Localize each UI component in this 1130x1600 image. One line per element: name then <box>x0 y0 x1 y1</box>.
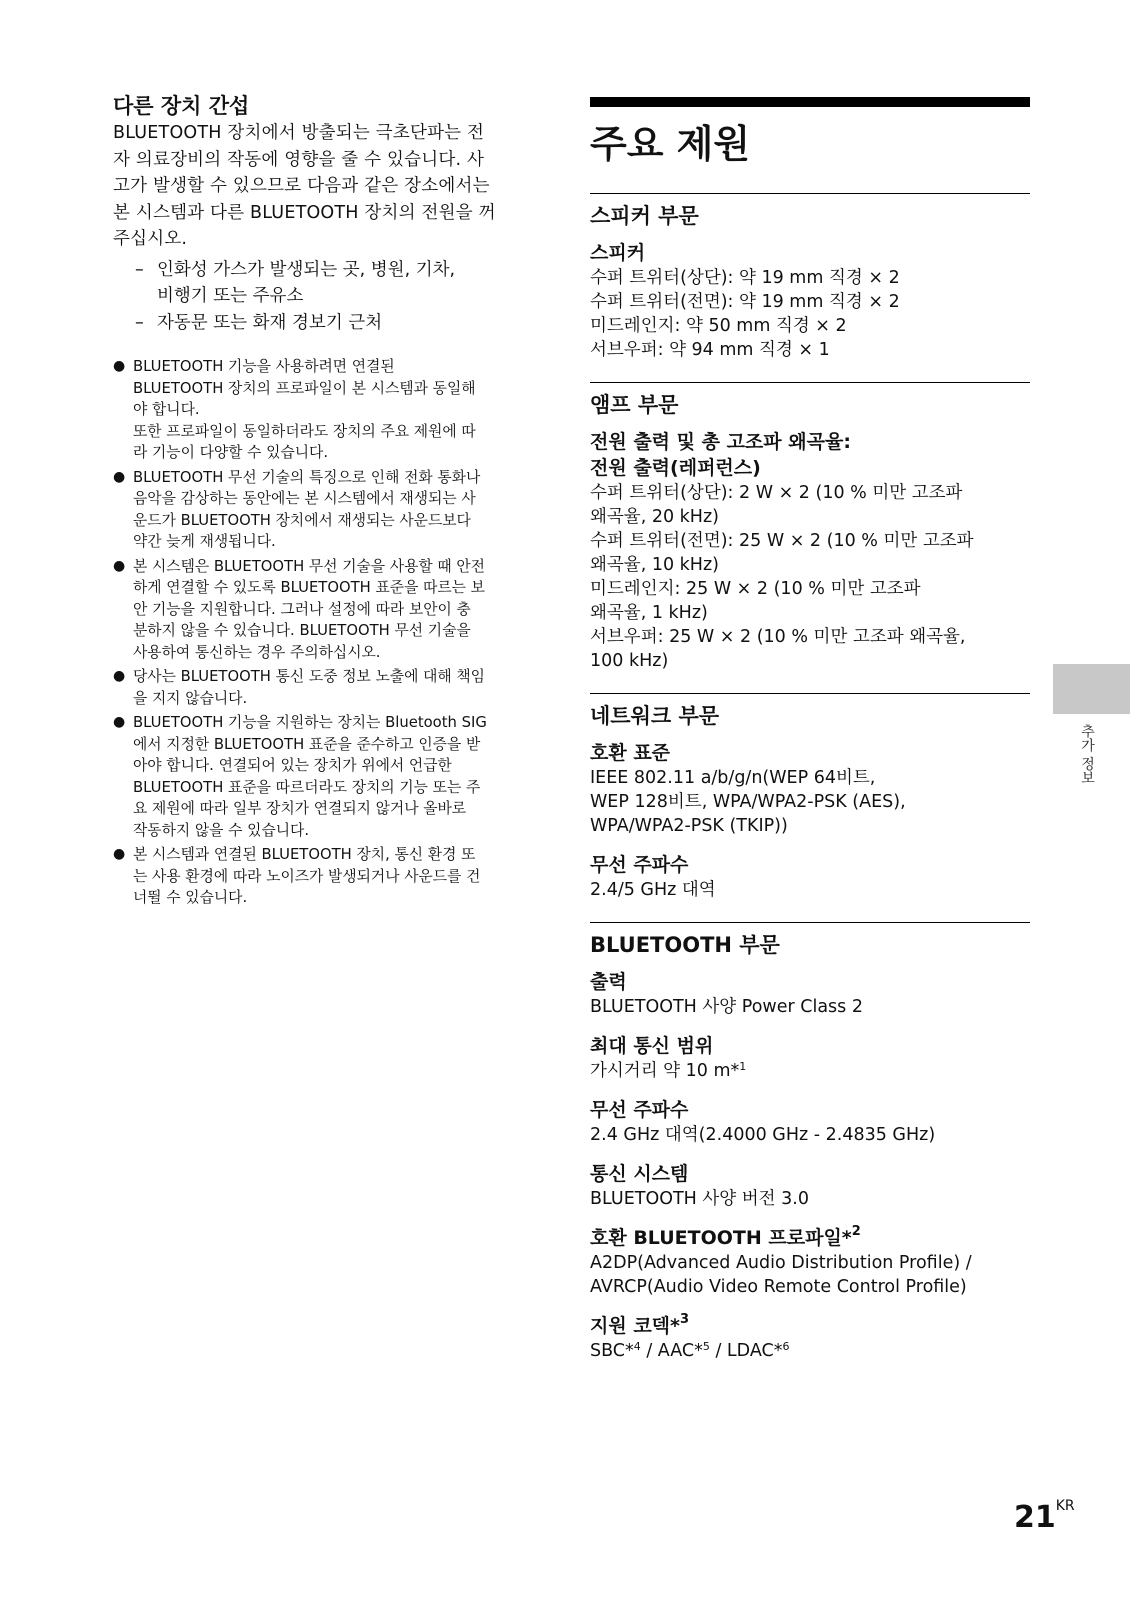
title-bar <box>590 97 1030 107</box>
bullet-line: 을 지지 않습니다. <box>133 689 248 707</box>
dash-item-line: 인화성 가스가 발생되는 곳, 병원, 기차, <box>157 259 456 280</box>
left-column <box>113 92 553 912</box>
intro-line: 본 시스템과 다른 BLUETOOTH 장치의 전원을 꺼 <box>113 202 496 223</box>
spec-line: 왜곡율, 10 kHz) <box>590 555 719 575</box>
speaker-section <box>590 193 1030 362</box>
spec-line: 왜곡율, 1 kHz) <box>590 603 708 623</box>
spec-line: IEEE 802.11 a/b/g/n(WEP 64비트, <box>590 768 876 788</box>
item-text: 2.4 GHz 대역(2.4000 GHz - 2.4835 GHz) <box>590 1125 936 1145</box>
item-title: 최대 통신 범위 <box>590 1035 714 1057</box>
item-text <box>590 481 1030 673</box>
codec-name: SBC* <box>590 1341 634 1361</box>
spec-line: 왜곡율, 20 kHz) <box>590 507 719 527</box>
bullet-line: 또한 프로파일이 동일하더라도 장치의 주요 제원에 따 <box>133 422 476 440</box>
item-title: 통신 시스템 <box>590 1163 689 1185</box>
bullet-dot-icon: ● <box>113 557 126 574</box>
spec-line: 가시거리 약 10 m* <box>590 1061 740 1081</box>
dash-item <box>113 257 553 310</box>
spec-line: WPA/WPA2-PSK (TKIP)) <box>590 816 788 836</box>
item-text <box>590 1339 1030 1363</box>
bullet-line: 당사는 BLUETOOTH 통신 도중 정보 노출에 대해 책임 <box>133 668 485 685</box>
item-title: 전원 출력 및 총 고조파 왜곡율: <box>590 431 851 453</box>
bullet-item <box>113 666 553 709</box>
bullet-line: 는 사용 환경에 따라 노이즈가 발생되거나 사운드를 건 <box>133 867 481 885</box>
bullet-text <box>133 666 553 709</box>
spec-line: 수퍼 트위터(상단): 약 19 mm 직경 × 2 <box>590 268 900 288</box>
bullet-dot-icon: ● <box>113 358 126 374</box>
bullet-line: BLUETOOTH 장치의 프로파일이 본 시스템과 동일해 <box>133 379 476 397</box>
side-tab-label: 추가 정보 <box>1079 724 1095 785</box>
bullet-line: BLUETOOTH 표준을 따르더라도 장치의 기능 또는 주 <box>133 778 481 796</box>
item-title: 출력 <box>590 971 627 993</box>
dash-list <box>113 257 553 337</box>
item-text <box>590 1251 1030 1299</box>
intro-line: 자 의료장비의 작동에 영향을 줄 수 있습니다. 사 <box>113 149 485 170</box>
bullet-line: 야 합니다. <box>133 401 200 418</box>
dash-marker: – <box>135 259 144 280</box>
bullet-line: 분하지 않을 수 있습니다. BLUETOOTH 무선 기술을 <box>133 622 471 639</box>
item-title: 무선 주파수 <box>590 854 689 876</box>
bullet-dot-icon: ● <box>113 846 126 862</box>
spec-line: A2DP(Advanced Audio Distribution Profile) / <box>590 1253 972 1273</box>
bullet-item <box>113 356 553 464</box>
bullet-text <box>133 467 553 553</box>
right-column <box>590 97 1030 1377</box>
codec-name: / AAC* <box>640 1341 703 1361</box>
bullet-line: 라 기능이 다양할 수 있습니다. <box>133 444 329 461</box>
bullet-line: 작동하지 않을 수 있습니다. <box>133 821 310 839</box>
spec-line: 미드레인지: 25 W × 2 (10 % 미만 고조파 <box>590 579 921 599</box>
item-text: BLUETOOTH 사양 Power Class 2 <box>590 997 863 1017</box>
bullet-dot-icon: ● <box>113 468 126 485</box>
bullet-line: 사용하여 통신하는 경우 주의하십시오. <box>133 643 381 661</box>
item-text: BLUETOOTH 사양 버전 3.0 <box>590 1189 809 1209</box>
item-title: 스피커 <box>590 242 646 264</box>
dash-item-line: 자동문 또는 화재 경보기 근처 <box>157 312 383 333</box>
dash-item-line: 비행기 또는 주유소 <box>157 286 304 306</box>
network-section <box>590 693 1030 902</box>
page-number <box>1014 1500 1075 1536</box>
bluetooth-section <box>590 922 1030 1363</box>
bullet-line: 요 제원에 따라 일부 장치가 연결되지 않거나 올바로 <box>133 800 467 817</box>
spec-line: 수퍼 트위터(전면): 25 W × 2 (10 % 미만 고조파 <box>590 531 974 551</box>
item-text <box>590 1059 1030 1083</box>
bullet-line: 안 기능을 지원합니다. 그러나 설정에 따라 보안이 충 <box>133 600 471 618</box>
footnote-ref: 3 <box>679 1312 690 1327</box>
bullet-line: BLUETOOTH 기능을 지원하는 장치는 Bluetooth SIG <box>133 714 487 731</box>
item-title-text: 지원 코덱* <box>590 1315 680 1337</box>
amp-section <box>590 382 1030 673</box>
item-title: 호환 표준 <box>590 742 671 764</box>
footnote-ref: 2 <box>851 1224 861 1239</box>
section-title: 네트워크 부문 <box>590 704 720 728</box>
section-title: 앰프 부문 <box>590 393 679 417</box>
bullet-text <box>133 844 553 909</box>
item-text <box>590 766 1030 838</box>
item-text <box>590 266 1030 362</box>
item-text: 2.4/5 GHz 대역 <box>590 880 716 900</box>
item-title: 무선 주파수 <box>590 1099 689 1121</box>
interference-intro <box>113 120 553 253</box>
bullet-dot-icon: ● <box>113 714 126 730</box>
intro-line: BLUETOOTH 장치에서 방출되는 극초단파는 전 <box>113 123 485 143</box>
item-title <box>590 1313 1030 1339</box>
bullet-line: 하게 연결할 수 있도록 BLUETOOTH 표준을 따르는 보 <box>133 579 485 596</box>
page-title: 주요 제원 <box>590 122 751 166</box>
bullet-item <box>113 712 553 841</box>
footnote-ref: 6 <box>782 1340 790 1353</box>
spec-line: 서브우퍼: 25 W × 2 (10 % 미만 고조파 왜곡율, <box>590 627 966 647</box>
spec-line: WEP 128비트, WPA/WPA2-PSK (AES), <box>590 792 906 812</box>
bullet-text <box>133 556 553 664</box>
intro-line: 고가 발생할 수 있으므로 다음과 같은 장소에서는 <box>113 176 490 196</box>
spec-line: 수퍼 트위터(전면): 약 19 mm 직경 × 2 <box>590 292 900 312</box>
footnote-ref: 5 <box>702 1340 710 1353</box>
spec-line: 수퍼 트위터(상단): 2 W × 2 (10 % 미만 고조파 <box>590 483 963 503</box>
item-title <box>590 1225 1030 1251</box>
bullet-line: BLUETOOTH 무선 기술의 특징으로 인해 전화 통화나 <box>133 468 481 486</box>
footnote-ref: 4 <box>633 1340 641 1353</box>
footnote-ref: 1 <box>739 1060 747 1073</box>
side-tab <box>1053 664 1130 714</box>
bullet-line: 본 시스템은 BLUETOOTH 무선 기술을 사용할 때 안전 <box>133 557 485 575</box>
bullet-line: 에서 지정한 BLUETOOTH 표준을 준수하고 인증을 받 <box>133 735 481 753</box>
bullet-line: 너뛸 수 있습니다. <box>133 889 248 906</box>
interference-heading: 다른 장치 간섭 <box>113 94 250 118</box>
spec-line: AVRCP(Audio Video Remote Control Profile) <box>590 1277 967 1297</box>
page-number-value: 21 <box>1014 1500 1056 1535</box>
section-title: 스피커 부문 <box>590 204 699 228</box>
spec-line: 100 kHz) <box>590 651 669 671</box>
page-number-suffix: KR <box>1055 1498 1075 1514</box>
bullet-line: 운드가 BLUETOOTH 장치에서 재생되는 사운드보다 <box>133 511 471 529</box>
bullet-item <box>113 844 553 909</box>
intro-line: 주십시오. <box>113 229 188 249</box>
bullet-line: 본 시스템과 연결된 BLUETOOTH 장치, 통신 환경 또 <box>133 846 476 863</box>
dash-item <box>113 310 553 337</box>
item-title: 전원 출력(레퍼런스) <box>590 457 761 479</box>
bullet-dot-icon: ● <box>113 668 126 684</box>
dash-marker: – <box>135 312 144 333</box>
bullet-line: BLUETOOTH 기능을 사용하려면 연결된 <box>133 358 395 375</box>
codec-name: / LDAC* <box>709 1341 783 1361</box>
bullet-text <box>133 356 553 464</box>
bullet-line: 약간 늦게 재생됩니다. <box>133 533 276 550</box>
bullet-list <box>113 356 553 909</box>
spec-line: 서브우퍼: 약 94 mm 직경 × 1 <box>590 340 830 360</box>
bullet-text <box>133 712 553 841</box>
bullet-item <box>113 467 553 553</box>
section-title: BLUETOOTH 부문 <box>590 933 780 957</box>
bullet-item <box>113 556 553 664</box>
bullet-line: 아야 합니다. 연결되어 있는 장치가 위에서 언급한 <box>133 757 452 774</box>
item-title-text: 호환 BLUETOOTH 프로파일* <box>590 1227 852 1249</box>
spec-line: 미드레인지: 약 50 mm 직경 × 2 <box>590 316 847 336</box>
bullet-line: 음악을 감상하는 동안에는 본 시스템에서 재생되는 사 <box>133 490 476 507</box>
